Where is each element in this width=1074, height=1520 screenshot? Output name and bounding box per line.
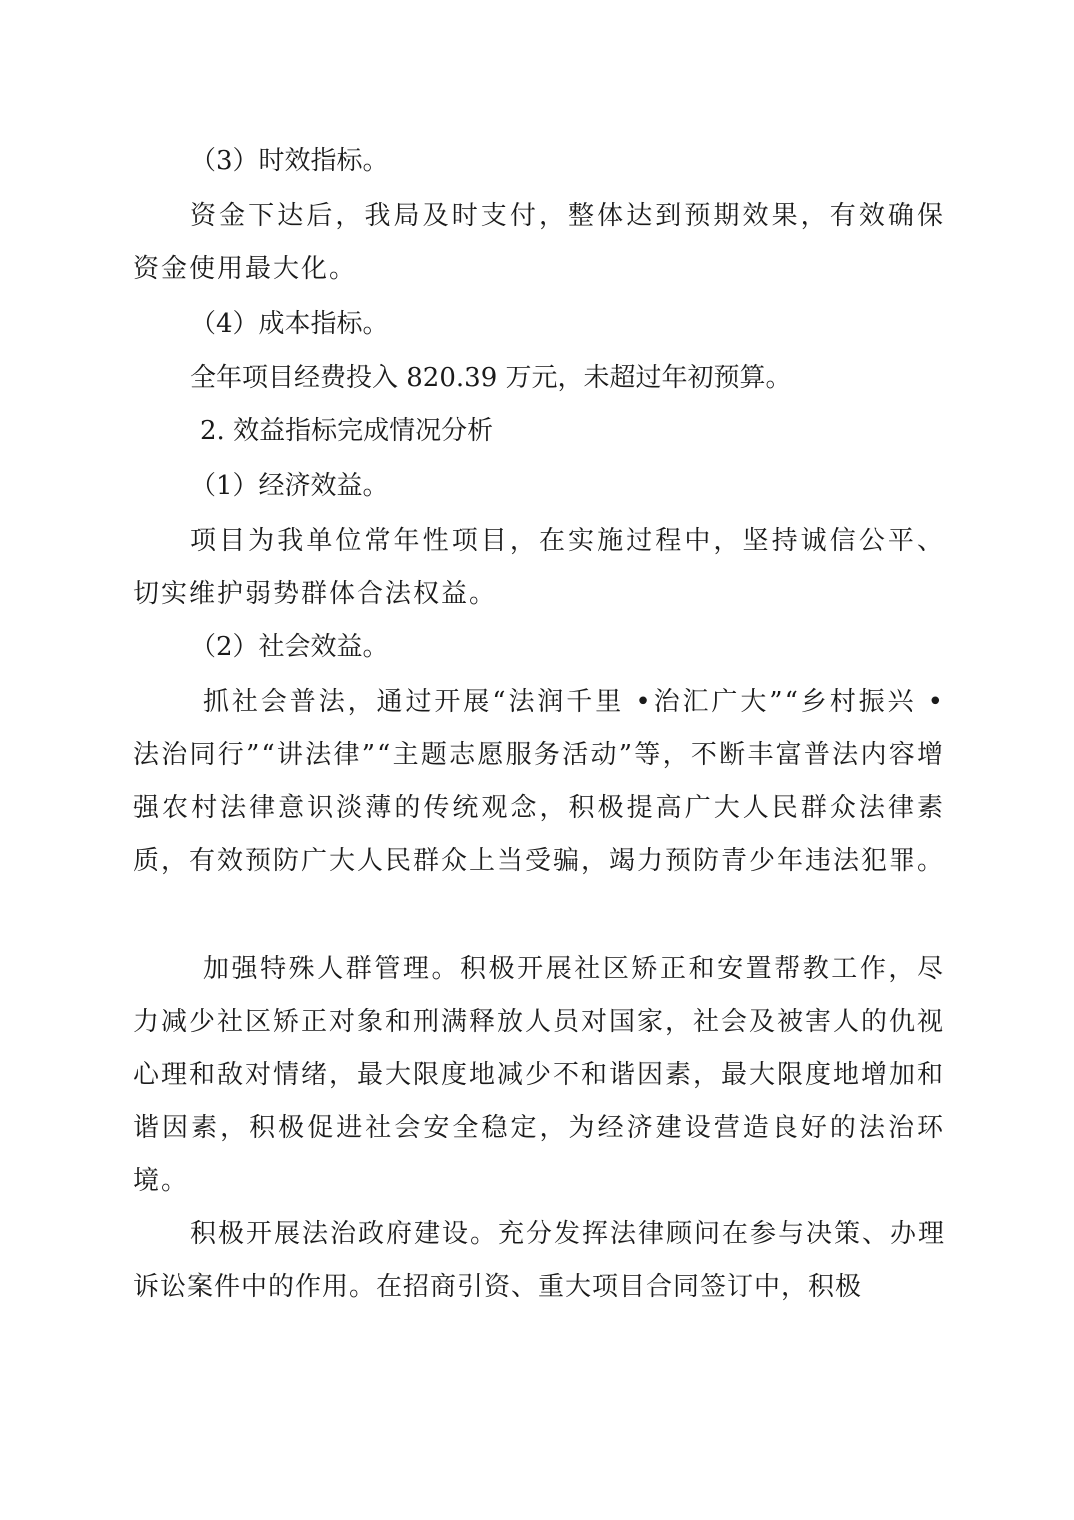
paragraph-cost: 全年项目经费投入 820.39 万元，未超过年初预算。 bbox=[190, 363, 792, 393]
paragraph-legal-education: 抓社会普法，通过开展“法润千里 •治汇广大”“乡村振兴 •法治同行”“讲法律”“主题志愿服务活动”等，不断丰富普法内容增强农村法律意识淡薄的传统观念，积极提高广大人民群众法律素质，有效预防广大人民群众上当受骗，竭力预防青少年违法犯罪。 bbox=[133, 687, 946, 876]
section-heading-benefit: 2. 效益指标完成情况分析 bbox=[200, 416, 494, 446]
subheading-cost: （4）成本指标。 bbox=[190, 309, 389, 339]
subheading-economic: （1）经济效益。 bbox=[190, 471, 389, 501]
paragraph-economic: 项目为我单位常年性项目，在实施过程中，坚持诚信公平、切实维护弱势群体合法权益。 bbox=[133, 526, 945, 609]
paragraph-rule-of-law-government: 积极开展法治政府建设。充分发挥法律顾问在参与决策、办理诉讼案件中的作用。在招商引资、重大项目合同签订中，积极 bbox=[133, 1219, 945, 1302]
paragraph-timeliness: 资金下达后，我局及时支付，整体达到预期效果，有效确保资金使用最大化。 bbox=[133, 201, 945, 284]
subheading-social: （2）社会效益。 bbox=[190, 632, 389, 662]
subheading-timeliness: （3）时效指标。 bbox=[190, 146, 389, 176]
paragraph-special-groups: 加强特殊人群管理。积极开展社区矫正和安置帮教工作，尽力减少社区矫正对象和刑满释放人员对国家，社会及被害人的仇视心理和敌对情绪，最大限度地减少不和谐因素，最大限度地增加和谐因素，积极促进社会安全稳定，为经济建设营造良好的法治环境。 bbox=[133, 954, 946, 1196]
